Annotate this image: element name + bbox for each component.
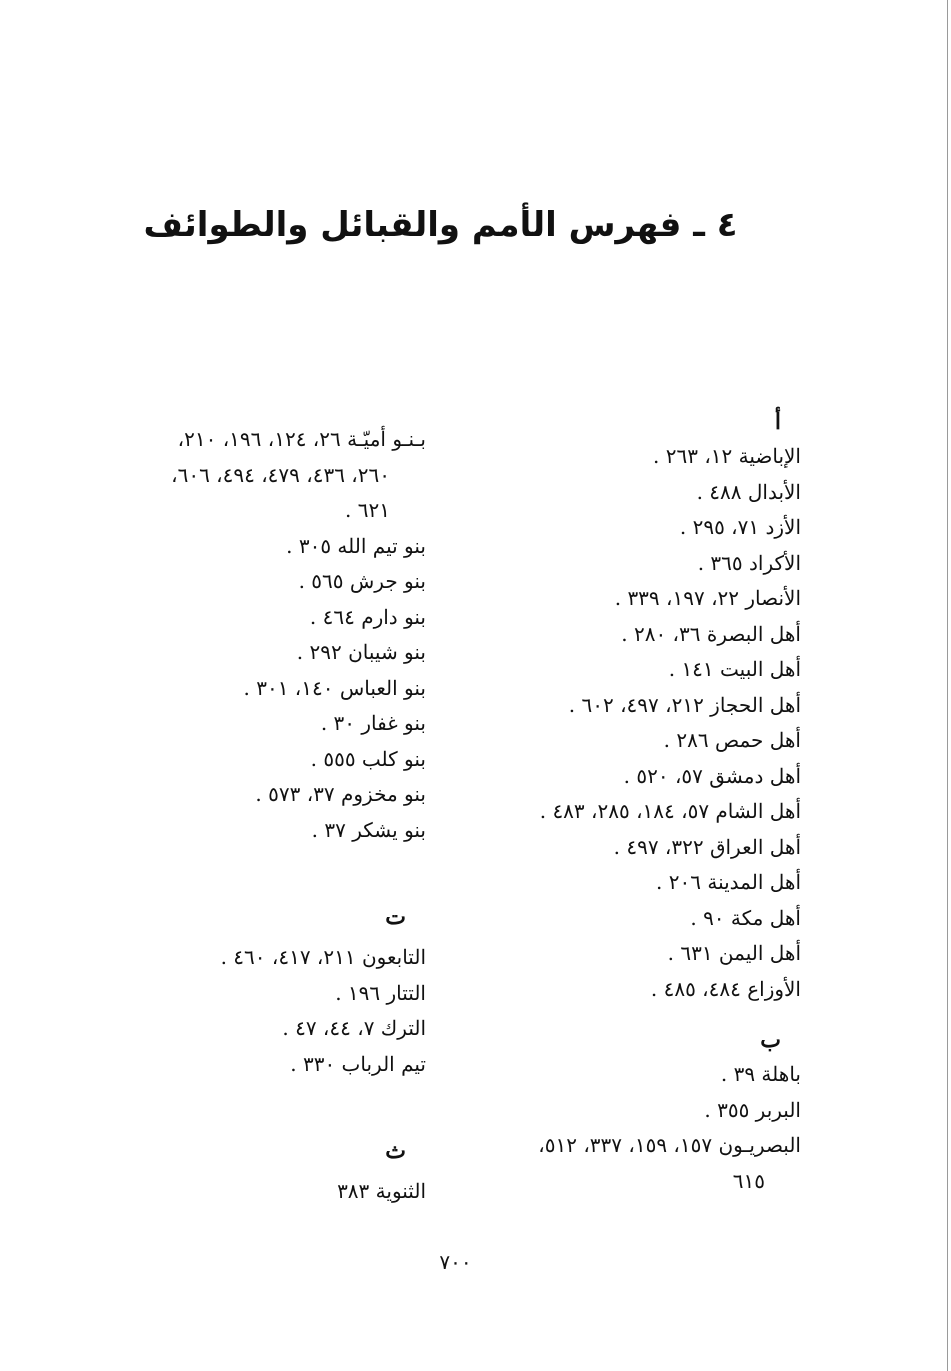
section-letter-alif: أ <box>774 409 781 435</box>
index-entry: بنو مخزوم ٣٧، ٥٧٣ . <box>255 782 426 806</box>
index-entry: بنو دارم ٤٦٤ . <box>309 604 426 629</box>
index-entry: البربر ٣٥٥ . <box>704 1097 801 1122</box>
right-column <box>421 405 801 1199</box>
ba-entry-list <box>421 1057 801 1199</box>
index-entry: أهل البصرة ٣٦، ٢٨٠ . <box>621 621 801 646</box>
index-entry: بنو يشكر ٣٧ . <box>311 817 426 842</box>
tha-entry-list <box>86 1174 426 1210</box>
index-entry: الإباضية ١٢، ٢٦٣ . <box>653 444 801 468</box>
index-entry: بنو تيم الله ٣٠٥ . <box>286 533 426 558</box>
index-entry: البصريـون ١٥٧، ١٥٩، ٣٣٧، ٥١٢، <box>538 1133 801 1157</box>
umayya-entry <box>86 422 426 529</box>
section-letter-tha: ث <box>385 1138 406 1164</box>
index-entry-continuation: ٢٦٠، ٤٣٦، ٤٧٩، ٤٩٤، ٦٠٦، <box>171 462 390 487</box>
left-column <box>86 422 426 1210</box>
index-entry: أهل المدينة ٢٠٦ . <box>656 870 801 894</box>
ta-entry-list <box>86 940 426 1082</box>
banu-entry-list <box>86 529 426 849</box>
index-entry: بنو غفار ٣٠ . <box>320 711 426 735</box>
index-entry: الأكراد ٣٦٥ . <box>697 550 801 575</box>
index-entry: التابعون ٢١١، ٤١٧، ٤٦٠ . <box>220 945 426 969</box>
section-letter-ba: ب <box>760 1027 781 1053</box>
index-entry: أهل مكة ٩٠ . <box>690 905 801 930</box>
index-entry: أهل اليمن ٦٣١ . <box>667 941 801 965</box>
index-entry: التتار ١٩٦ . <box>335 980 426 1005</box>
index-entry: أهل دمشق ٥٧، ٥٢٠ . <box>623 763 801 788</box>
page-number: ٧٠٠ <box>439 1250 472 1274</box>
index-entry: بنو جرش ٥٦٥ . <box>298 569 426 593</box>
section-letter-ta: ت <box>385 904 406 930</box>
index-entry: أهل البيت ١٤١ . <box>668 657 801 681</box>
index-entry: بـنـو أميّـة ٢٦، ١٢٤، ١٩٦، ٢١٠، <box>177 427 426 451</box>
scan-edge-line <box>947 0 948 1371</box>
index-entry: تيم الرباب ٣٣٠ . <box>290 1051 426 1076</box>
index-entry: الأوزاع ٤٨٤، ٤٨٥ . <box>650 976 801 1001</box>
index-entry: الثنوية ٣٨٣ <box>337 1179 426 1203</box>
alif-entry-list <box>421 439 801 1007</box>
page-title: ٤ ـ فهرس الأمم والقبائل والطوائف <box>143 205 738 245</box>
index-entry: أهل العراق ٣٢٢، ٤٩٧ . <box>613 834 801 859</box>
index-entry: أهل الحجاز ٢١٢، ٤٩٧، ٦٠٢ . <box>568 692 801 717</box>
index-entry: الأبدال ٤٨٨ . <box>696 479 801 504</box>
index-entry: بنو شيبان ٢٩٢ . <box>296 640 426 664</box>
index-entry-continuation: ٦٢١ . <box>345 498 390 522</box>
index-entry: باهلة ٣٩ . <box>720 1062 801 1086</box>
index-entry: أهل حمص ٢٨٦ . <box>663 728 801 752</box>
index-entry-continuation: ٦١٥ <box>732 1168 765 1193</box>
index-entry: الأزد ٧١، ٢٩٥ . <box>679 515 801 539</box>
index-entry: بنو العباس ١٤٠، ٣٠١ . <box>243 675 426 700</box>
index-entry: أهل الشام ٥٧، ١٨٤، ٢٨٥، ٤٨٣ . <box>539 799 801 823</box>
index-entry: الأنصار ٢٢، ١٩٧، ٣٣٩ . <box>614 586 801 610</box>
index-entry: الترك ٧، ٤٤، ٤٧ . <box>282 1016 426 1040</box>
index-entry: بنو كلب ٥٥٥ . <box>310 746 426 771</box>
